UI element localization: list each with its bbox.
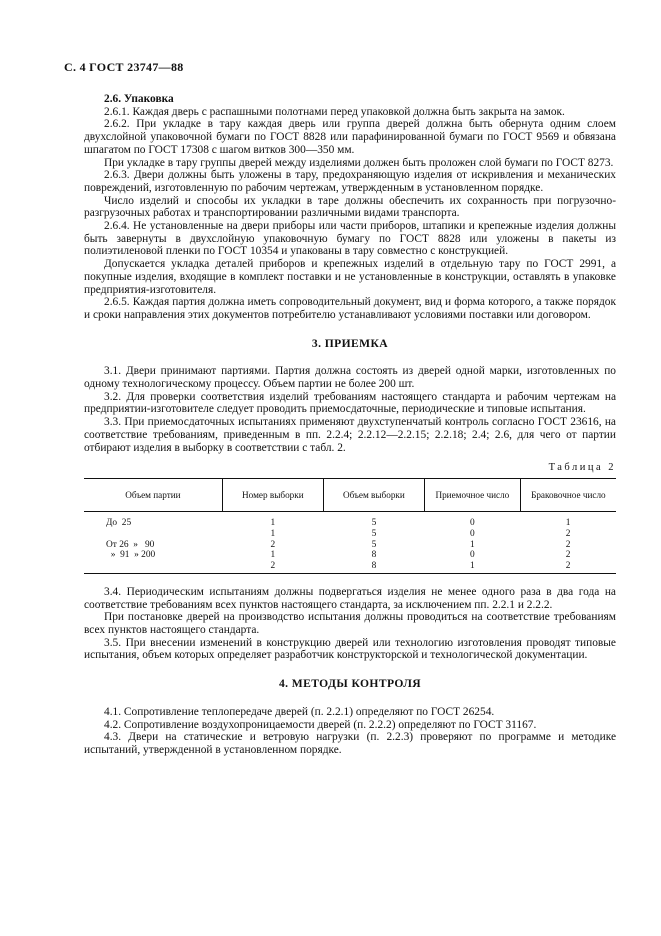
table-cell: 0 [470,550,475,561]
table-cell: 5 [371,528,377,539]
table-header-cell: Номер выборки [222,478,323,511]
table-header-cell: Браковочное число [520,478,616,511]
table-caption: Таблица 2 [548,462,616,474]
table-cell: 2 [565,539,571,550]
table-row [84,529,616,540]
paragraph: 3.1. Двери принимают партиями. Партия должна состоять из дверей одной марки, изготовленных по одному технологическому процессу. Объем партии не более 200 шт. [84,365,616,391]
paragraph: 2.6.3. Двери должны быть уложены в тару, предохраняющую изделия от искривления и механических повреждений, изготовленную по рабочим чертежам, утвержденным в установленном порядке. [84,169,616,194]
paragraph: 2.6.5. Каждая партия должна иметь сопроводительный документ, вид и форма которого, а также порядок и сроки направления этих документов потребителю устанавливают условиями поставки или договором. [84,296,616,321]
section-title-test-methods: 4. МЕТОДЫ КОНТРОЛЯ [278,677,422,691]
paragraph: Допускается укладка деталей приборов и крепежных изделий в отдельную тару по ГОСТ 2991, а покупные изделия, входящие в комплект поставки и не установленные в конструкции, оставлять в упаковке предприятия-изготовителя. [84,258,616,296]
table-cell: 1 [565,517,571,528]
table-cell [84,561,222,573]
section-title-acceptance: 3. ПРИЕМКА [311,336,389,350]
table-cell: 1 [270,517,276,528]
table-cell: 2 [565,550,571,561]
paragraph: 4.2. Сопротивление воздухопроницаемости дверей (п. 2.2.2) определяют по ГОСТ 31167. [104,718,537,731]
paragraph: 2.6.2. При укладке в тару каждая дверь или группа дверей должна быть обернута одним слоем двухслойной упаковочной бумаги по ГОСТ 8828 или парафинированной бумаги по ГОСТ 9569 и обвязана шпагатом по ГОСТ 17308 с шагом витков 300—350 мм. [84,118,616,156]
table-cell: 2 [270,561,276,572]
table-cell: » 91 » 200 [106,550,156,561]
paragraph: При постановке дверей на производство испытания должны проводиться на соответствие требованиям всех пунктов настоящего стандарта. [84,611,616,637]
paragraph: 2.6.4. Не установленные на двери приборы или части приборов, штапики и крепежные изделия должны быть завернуты в двухслойную упаковочную бумагу по ГОСТ 8828 или уложены в пакеты из полиэтиленовой пленки по ГОСТ 10354 и упакованы в тару совместно с конструкцией. [84,220,616,258]
table-header-cell: Приемочное число [424,478,520,511]
paragraph: 4.3. Двери на статические и ветровую нагрузки (п. 2.2.3) проверяют по программе и методике испытаний, утвержденной в установленном порядке. [84,731,616,756]
paragraph: 4.1. Сопротивление теплопередаче дверей (п. 2.2.1) определяют по ГОСТ 26254. [104,705,495,718]
paragraph: 3.2. Для проверки соответствия изделий требованиям настоящего стандарта и рабочим чертежам на предприятии-изготовителе следует проводить приемосдаточные, периодические и типовые испытания. [84,390,616,416]
table-header-row [84,478,616,511]
table-row [84,540,616,551]
table-cell: От 26 » 90 [106,539,155,550]
table-cell: 2 [565,528,571,539]
table-cell [84,529,222,540]
table-cell: 2 [270,539,276,550]
table-cell: 5 [371,539,377,550]
paragraph: 3.4. Периодическим испытаниям должны подвергаться изделия не менее одного раза в два года на соответствие требованиям всех пунктов настоящего стандарта, за исключением пп. 2.2.1 и 2.2.2. [84,585,616,611]
table-cell: 1 [270,550,276,561]
page-header: С. 4 ГОСТ 23747—88 [64,60,184,74]
table-row [84,511,616,528]
paragraph: 3.3. При приемосдаточных испытаниях применяют двухступенчатый контроль согласно ГОСТ 23616, на соответствие требованиям, приведенным в пп. 2.2.4; 2.2.12—2.2.15; 2.2.18; 2.4; 2.6, для чего от партии отбирают изделия в выборку в соответствии с табл. 2. [84,416,616,454]
table-row [84,550,616,561]
table-cell: 8 [371,550,377,561]
table-cell: 0 [470,517,475,528]
table-cell: 2 [565,561,571,572]
paragraph: При укладке в тару группы дверей между изделиями должен быть проложен слой бумаги по ГОСТ 8273. [104,156,614,169]
table-row [84,561,616,573]
paragraph: 2.6.1. Каждая дверь с распашными полотнами перед упаковкой должна быть закрыта на замок. [104,105,565,118]
subsection-heading-packaging: 2.6. Упаковка [104,93,174,105]
document-body [84,93,616,757]
table-cell: 8 [371,561,377,572]
table-cell: 1 [470,561,475,572]
table-cell: 0 [470,528,475,539]
table-cell: 1 [270,528,276,539]
paragraph: 3.5. При внесении изменений в конструкцию дверей или технологию изготовления проводят типовые испытания, объем которых определяет разработчик конструкторской и технологической документации. [84,636,616,662]
table-header-cell: Объем выборки [323,478,424,511]
table-cell: До 25 [106,517,132,528]
sampling-table [84,478,616,573]
table-cell: 1 [470,539,475,550]
paragraph: Число изделий и способы их укладки в таре должны обеспечить их сохранность при погрузочно-разгрузочных работах и транспортировании различными видами транспорта. [84,194,616,220]
table-header-cell: Объем партии [84,478,222,511]
table-cell: 5 [371,517,377,528]
sampling-table-wrapper [84,478,616,574]
